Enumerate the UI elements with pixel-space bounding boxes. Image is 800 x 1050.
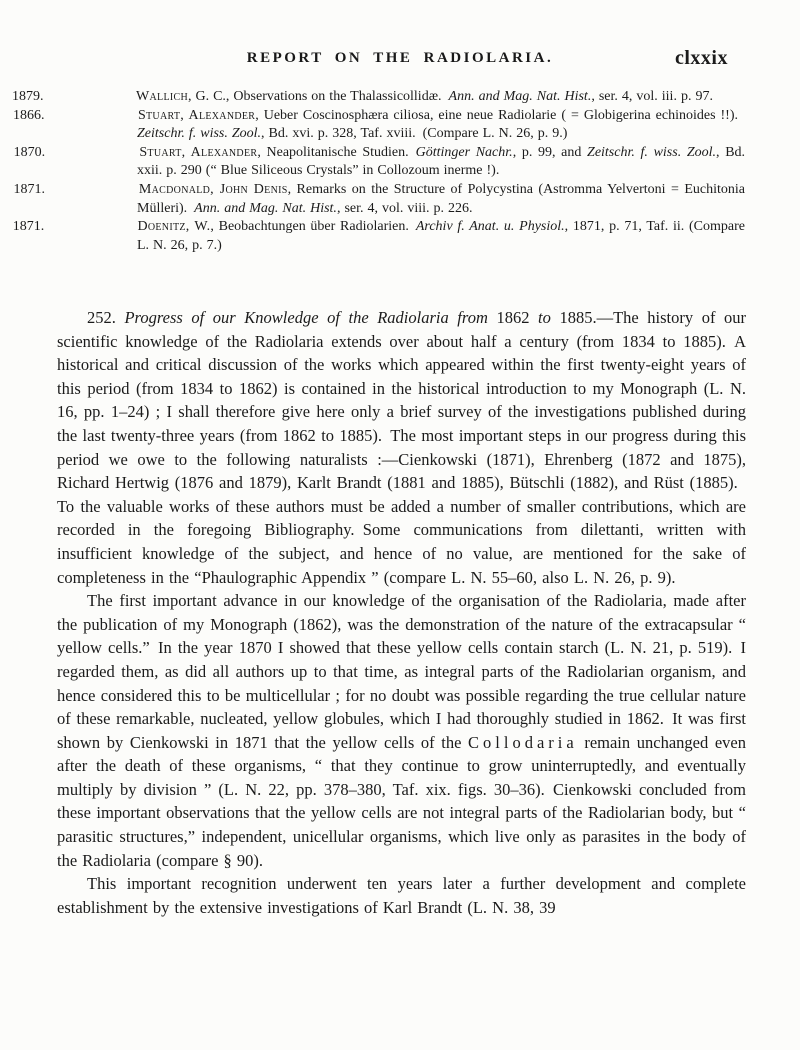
entry-text [137,145,745,179]
text-segment: , Beobachtungen über Radiolarien. [210,219,416,235]
entry-number [57,107,88,126]
text-segment: Archiv f. Anat. u. Physiol. [415,219,565,235]
text-segment: Göttinger Nachr. [415,144,513,160]
page-header [0,47,800,74]
text-segment: Doenitz, W. [137,219,211,235]
paragraph [57,872,746,919]
text-segment: Zeitschr. f. wiss. Zool. [137,126,262,142]
entry-number [57,88,88,107]
bibliography-list [12,88,746,255]
entry-text [136,89,713,104]
entry-number [57,218,88,237]
entry-text [137,108,745,142]
entry-number [57,144,88,163]
text-segment: 1885.—The history of our scientific knowledge of the Radiolaria extends over about half a century (from 1834 to 1885). A historical and critical discussion of the works which appeared within the first twenty-eight years of this period (from 1834 to 1862) is contained in the historical introduction to my Monograph (L. N. 16, pp. 1–24) ; I shall therefore give here only a brief survey of the investigations published during the last twenty-three years (from 1862 to 1885). The most important steps in our progress during this period we owe to the following naturalists :—Cienkowski (1871), Ehrenberg (1872 and 1875), Richard Hertwig (1876 and 1879), Karlt Brandt (1881 and 1885), Bütschli (1882), and Rüst (1885). To the valuable works of these authors must be added a number of smaller contributions, which are recorded in the foregoing Bibliography. Some communications from dilettanti, written with insufficient knowledge of the subject, and hence of no value, are mentioned for the sake of completeness in the “Phaulographic Appendix ” (compare L. N. 55–60, also L. N. 26, p. 9). [57,308,747,587]
text-segment: Ann. and Mag. Nat. Hist. [448,89,592,104]
text-segment: , Remarks on the Structure of Polycystina (Astromma Yelvertoni = Euchitonia Mülleri). [137,181,746,216]
text-segment: , Bd. xxii. p. 290 (“ Blue Siliceous Crystals” in Collozoum inerme !). [137,144,746,179]
entry-year: 1866. [12,107,45,123]
bibliography-entry [13,181,746,218]
text-segment: Stuart, Alexander [137,107,256,123]
text-segment: Stuart, Alexander [139,144,258,160]
text-segment: , ser. 4, vol. viii. p. 226. [336,200,473,216]
entry-year: 1871. [13,181,45,197]
entry-number [57,181,88,200]
text-segment: Macdonald, John Denis [138,181,288,197]
text-segment: 1862 [496,308,539,327]
body-text [57,306,746,919]
bibliography-entry [13,144,746,181]
paragraph [57,306,746,589]
entry-year: 1870. [13,144,46,160]
bibliography-entry [12,107,746,144]
bibliography-entry [12,88,745,107]
text-segment: This important recognition underwent ten years later a further development and complete establishment by the extensive investigations of Karl Brandt (L. N. 38, 39 [57,874,746,917]
text-segment: Zeitschr. f. wiss. Zool. [587,144,717,160]
bibliography-entry [12,218,745,255]
text-segment: , Neapolitanische Studien. [257,144,416,160]
text-segment: Ann. and Mag. Nat. Hist. [194,200,337,216]
text-segment: The first important advance in our knowledge of the organisation of the Radiolaria, made after the publication of my Monograph (1862), was the demonstration of the nature of the extracapsular “ yellow cells.” In the year 1870 I showed that these yellow cells contain starch (L. N. 21, p. 519). I regarded them, as did all authors up to that time, as integral parts of the Radiolarian organism, and hence considered this to be multicellular ; for no doubt was possible regarding the true cellular nature of these remarkable, nucleated, yellow globules, which I had thoroughly studied in 1862. It was first shown by Cienkowski in 1871 that the yellow cells of the [57,591,746,752]
page-number: clxxix [675,47,728,69]
paragraph [57,589,746,872]
entry-year: 1871. [12,219,45,235]
text-segment: , 1871, p. 71, Taf. ii. (Compare L. N. 26, p. 7.) [137,219,745,253]
text-segment: Progress of our Knowledge of the Radiolaria from [124,308,497,327]
entry-text [137,219,745,253]
text-segment: 252. [87,308,125,327]
text-segment: Wallich [136,89,188,104]
text-segment: , G. C., Observations on the Thalassicollidæ. [187,89,449,104]
running-title: REPORT ON THE RADIOLARIA. [246,50,554,66]
text-segment: , Ueber Coscinosphæra ciliosa, eine neue Radiolarie ( = Globigerina echinoides !!). [255,107,746,123]
entry-year: 1879. [12,89,44,104]
text-segment: , ser. 4, vol. iii. p. 97. [591,89,713,104]
text-segment: remain unchanged even after the death of these organisms, “ that they continue to grow uninterruptedly, and eventually multiply by division ” (L. N. 22, pp. 378–380, Taf. xix. figs. 30–36). Cienkowski concluded from these important observations that the yellow cells are not integral parts of the Radiolarian body, but “ parasitic structures,” independent, unicellular organisms, which live only as parasites in the body of the Radiolaria (compare § 90). [57,732,746,870]
text-segment: Collodaria [468,732,578,752]
entry-text [137,182,745,216]
text-segment: , p. 99, and [512,144,588,160]
text-segment: , Bd. xvi. p. 328, Taf. xviii. (Compare L. N. 26, p. 9.) [261,126,568,142]
text-segment: to [538,308,560,327]
